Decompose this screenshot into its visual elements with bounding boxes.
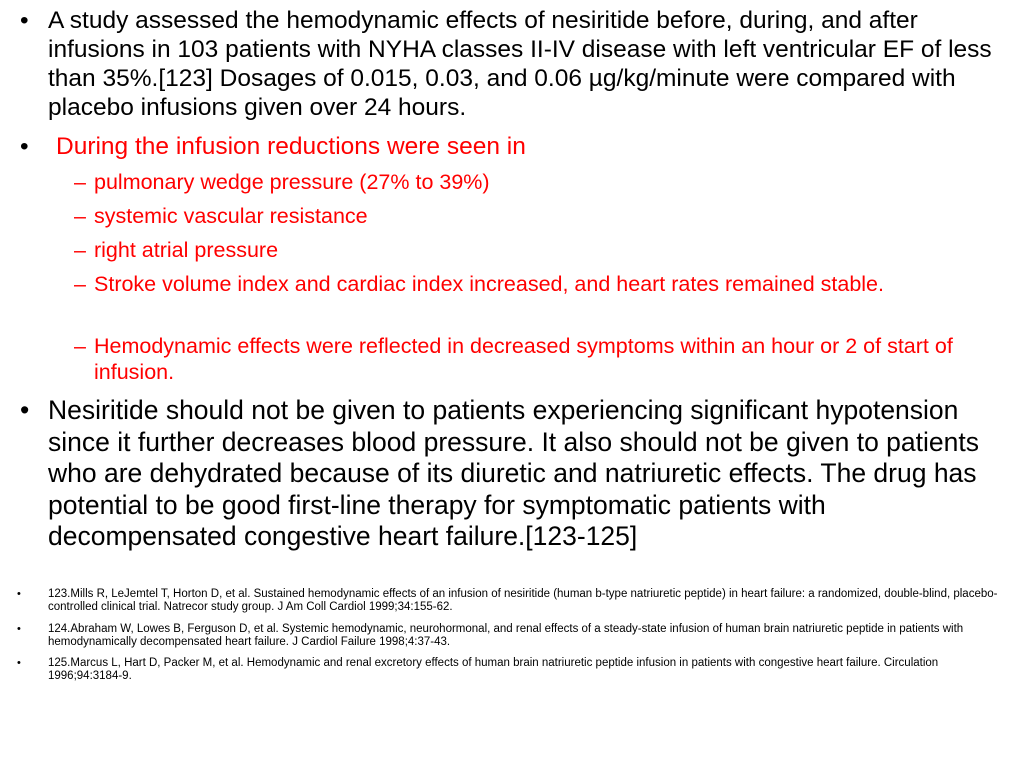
- subpoint-item: [74, 169, 1014, 195]
- bullet-icon: •: [17, 588, 21, 600]
- subpoint-item: [74, 237, 1014, 263]
- bullet-point-reductions: [20, 132, 1010, 161]
- reference-text: 125.Marcus L, Hart D, Packer M, et al. Hemodynamic and renal excretory effects of human brain natriuretic peptide infusion in patients with congestive heart failure. Circulation 1996;94:3184-9.: [48, 657, 939, 682]
- subpoint-item: [74, 203, 1014, 229]
- subpoint-item: [74, 271, 1014, 297]
- dash-icon: –: [74, 334, 86, 358]
- dash-icon: –: [74, 204, 86, 228]
- bullet-text: A study assessed the hemodynamic effects of nesiritide before, during, and after infusions in 103 patients with NYHA classes II-IV disease with left ventricular EF of less than 35%.[123] Dosages of 0.015, 0.03, and 0.06 µg/kg/minute were compared with placebo infusions given over 24 hours.: [48, 7, 992, 121]
- reference-text: 123.Mills R, LeJemtel T, Horton D, et al. Sustained hemodynamic effects of an infusion of nesiritide (human b-type natriuretic peptide) in heart failure: a randomized, double-blind, placebo-controlled clinical trial. Natrecor study group. J Am Coll Cardiol 1999;34:155-62.: [48, 588, 998, 613]
- subpoint-text: Stroke volume index and cardiac index increased, and heart rates remained stable.: [94, 272, 884, 296]
- subpoint-item: [74, 333, 1014, 385]
- dash-icon: –: [74, 238, 86, 262]
- bullet-icon: •: [17, 623, 21, 635]
- bullet-icon: •: [20, 395, 30, 425]
- dash-icon: –: [74, 170, 86, 194]
- bullet-icon: •: [20, 133, 29, 160]
- bullet-icon: •: [20, 7, 29, 34]
- subpoint-text: systemic vascular resistance: [94, 204, 368, 228]
- bullet-point-study: [20, 6, 1010, 122]
- bullet-text: Nesiritide should not be given to patients experiencing significant hypotension since it further decreases blood pressure. It also should not be given to patients who are dehydrated because of its diuretic and natriuretic effects. The drug has potential to be good first-line therapy for symptomatic patients with decompensated congestive heart failure.[123-125]: [48, 395, 979, 551]
- bullet-point-contraindications: [20, 395, 1010, 553]
- subpoint-text: right atrial pressure: [94, 238, 279, 262]
- reference-item: [17, 588, 1013, 614]
- reference-item: [17, 623, 1013, 649]
- dash-icon: –: [74, 272, 86, 296]
- bullet-text: During the infusion reductions were seen in: [56, 133, 526, 160]
- bullet-icon: •: [17, 657, 21, 669]
- subpoint-text: pulmonary wedge pressure (27% to 39%): [94, 170, 490, 194]
- subpoint-text: Hemodynamic effects were reflected in decreased symptoms within an hour or 2 of start of infusion.: [94, 334, 953, 384]
- reference-text: 124.Abraham W, Lowes B, Ferguson D, et al. Systemic hemodynamic, neurohormonal, and renal effects of a steady-state infusion of human brain natriuretic peptide in patients with hemodynamically decompensated heart failure. J Cardiol Failure 1998;4:37-43.: [48, 623, 964, 648]
- reference-item: [17, 657, 1013, 683]
